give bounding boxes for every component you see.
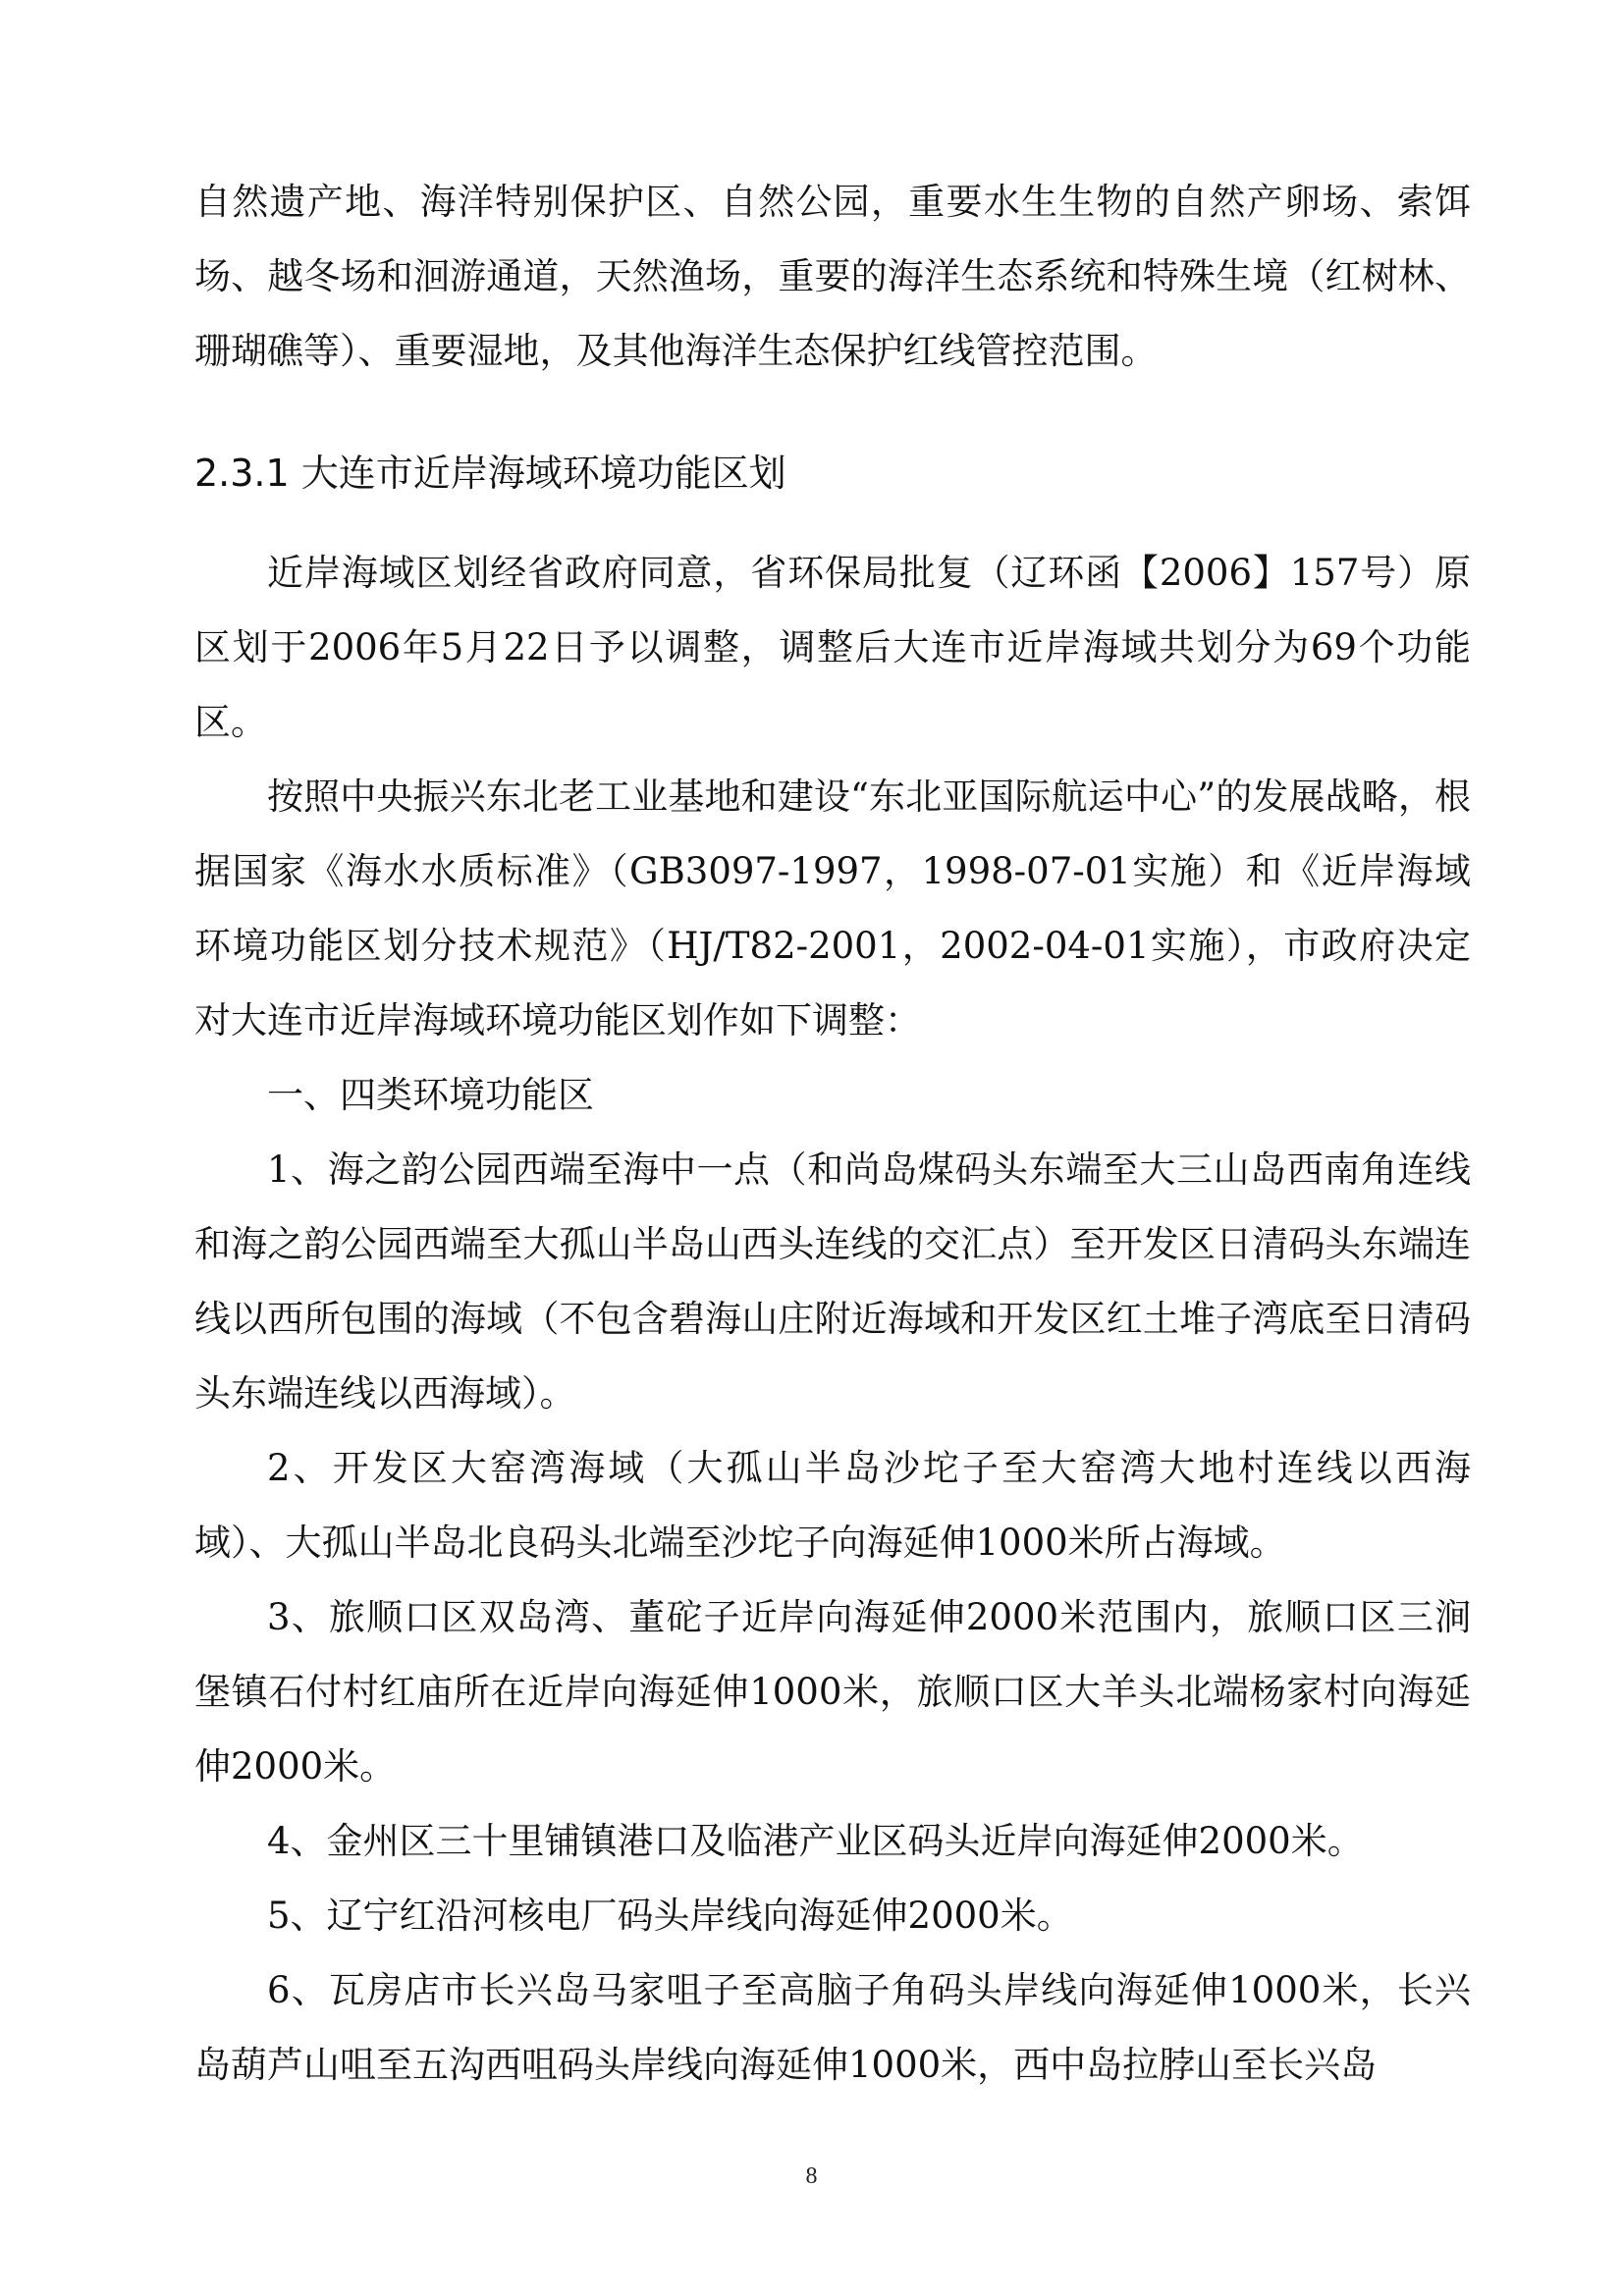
paragraph-category-title: 一、四类环境功能区 [267,1074,594,1116]
list-item-5: 5、辽宁红沿河核电厂码头岸线向海延伸2000米。 [267,1895,1073,1937]
list-item-3: 3、旅顺口区双岛湾、董砣子近岸向海延伸2000米范围内，旅顺口区三涧堡镇石付村红庙所在近岸向海延伸1000米，旅顺口区大羊头北端杨家村向海延伸2000米。 [194,1596,1471,1788]
page-number: 8 [805,2163,818,2189]
paragraph-continued: 自然遗产地、海洋特别保护区、自然公园，重要水生生物的自然产卵场、索饵场、越冬场和洄游通道，天然渔场，重要的海洋生态系统和特殊生境（红树林、珊瑚礁等）、重要湿地，及其他海洋生态保护红线管控范围。 [194,181,1471,372]
list-item-1: 1、海之韵公园西端至海中一点（和尚岛煤码头东端至大三山岛西南角连线和海之韵公园西端至大孤山半岛山西头连线的交汇点）至开发区日清码头东端连线以西所包围的海域（不包含碧海山庄附近海域和开发区红土堆子湾底至日清码头东端连线以西海域）。 [194,1148,1471,1415]
list-item-2: 2、开发区大窑湾海域（大孤山半岛沙坨子至大窑湾大地村连线以西海域）、大孤山半岛北良码头北端至沙坨子向海延伸1000米所占海域。 [194,1447,1471,1564]
list-item-4: 4、金州区三十里铺镇港口及临港产业区码头近岸向海延伸2000米。 [267,1820,1364,1862]
paragraph-strategy: 按照中央振兴东北老工业基地和建设“东北亚国际航运中心”的发展战略，根据国家《海水水质标准》（GB3097-1997，1998-07-01实施）和《近岸海域环境功能区划分技术规范》（HJ/T82-2001，2002-04-01实施），市政府决定对大连市近岸海域环境功能区划作如下调整： [194,775,1471,1041]
section-heading: 2.3.1 大连市近岸海域环境功能区划 [194,452,786,495]
page-content [194,165,1471,2103]
list-item-6: 6、瓦房店市长兴岛马家咀子至高脑子角码头岸线向海延伸1000米，长兴岛葫芦山咀至五沟西咀码头岸线向海延伸1000米，西中岛拉脖山至长兴岛 [194,1969,1471,2086]
paragraph-regional-division: 近岸海域区划经省政府同意，省环保局批复（辽环函【2006】157号）原区划于2006年5月22日予以调整，调整后大连市近岸海域共划分为69个功能区。 [194,552,1471,743]
